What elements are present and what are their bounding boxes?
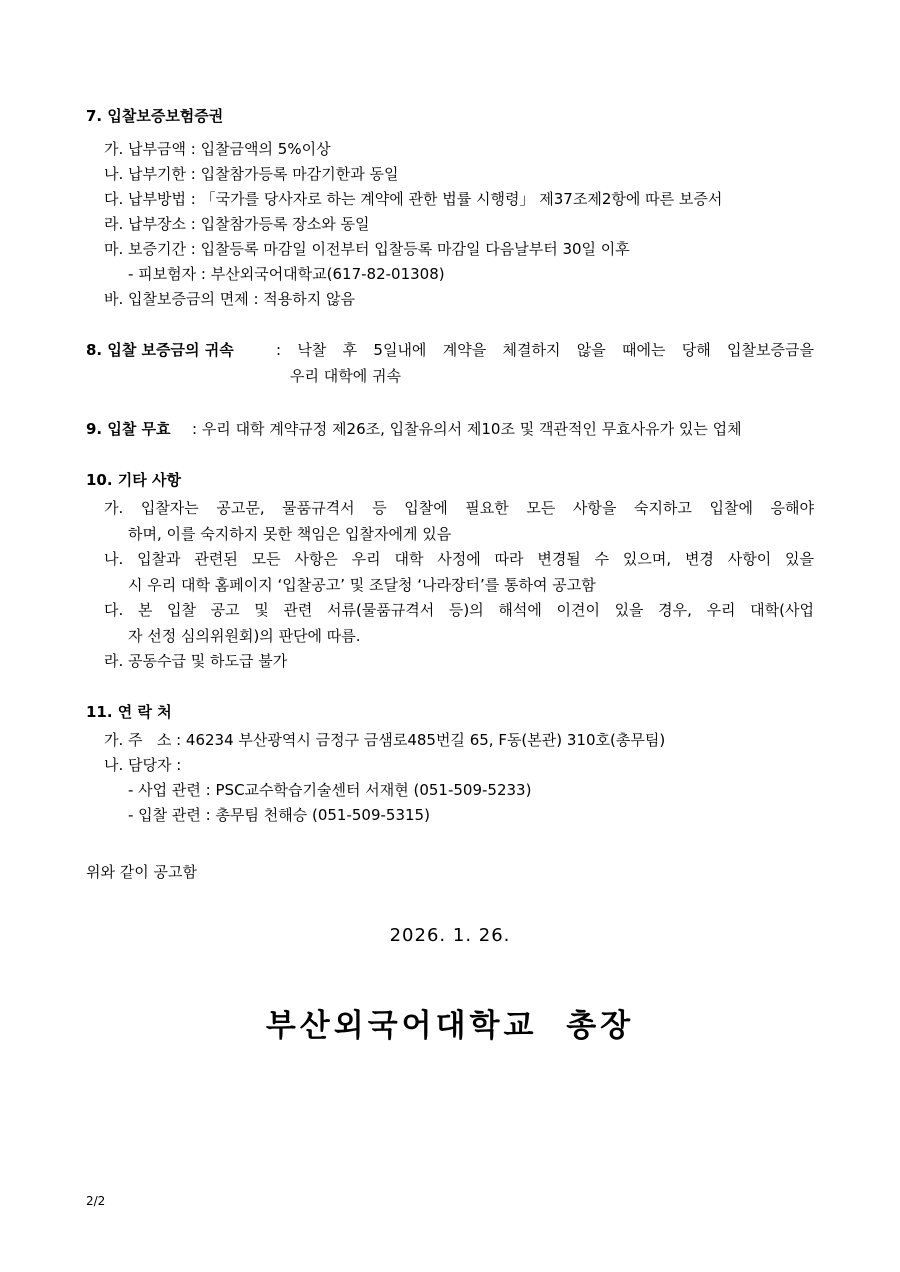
section-7-item-f: 바. 입찰보증금의 면제 : 적용하지 않음 [104, 290, 356, 308]
section-10-item-b-line-1: 나. 입찰과 관련된 모든 사항은 우리 대학 사정에 따라 변경될 수 있으며, 변경 사항이 있을 [104, 550, 814, 568]
section-10-item-d: 라. 공동수급 및 하도급 불가 [104, 652, 288, 670]
announcement-date: 2026. 1. 26. [389, 925, 511, 946]
section-7-item-e-sub: - 피보험자 : 부산외국어대학교(617-82-01308) [128, 265, 445, 283]
section-10-item-b-line-2: 시 우리 대학 홈페이지 ‘입찰공고’ 및 조달청 ‘나라장터’를 통하여 공고함 [128, 576, 596, 594]
signer-name: 부산외국어대학교 총장 [265, 1008, 635, 1044]
section-7-item-e: 마. 보증기간 : 입찰등록 마감일 이전부터 입찰등록 마감일 다음날부터 30일 이후 [104, 240, 630, 258]
section-8-title: 8. 입찰 보증금의 귀속 [86, 341, 234, 359]
section-7-title: 7. 입찰보증보험증권 [86, 107, 224, 125]
section-10-item-c-line-1: 다. 본 입찰 공고 및 관련 서류(물품규격서 등)의 해석에 이견이 있을 경우, 우리 대학(사업 [104, 601, 814, 619]
section-11-item-b-sub-2: - 입찰 관련 : 총무팀 천해승 (051-509-5315) [128, 806, 430, 824]
section-11-item-a: 가. 주 소 : 46234 부산광역시 금정구 금샘로485번길 65, F동(본관) 310호(총무팀) [104, 731, 666, 749]
section-11-item-b: 나. 담당자 : [104, 756, 182, 774]
section-8-body-line-2: 우리 대학에 귀속 [290, 367, 401, 385]
page-number: 2/2 [86, 1194, 106, 1208]
section-9-title: 9. 입찰 무효 [86, 420, 171, 438]
section-10-item-a-line-2: 하며, 이를 숙지하지 못한 책임은 입찰자에게 있음 [128, 525, 452, 543]
section-11-item-b-sub-1: - 사업 관련 : PSC교수학습기술센터 서재현 (051-509-5233) [128, 781, 532, 799]
section-9-body: : 우리 대학 계약규정 제26조, 입찰유의서 제10조 및 객관적인 무효사유가 있는 업체 [192, 420, 742, 438]
section-8-body-line-1: : 낙찰 후 5일내에 계약을 체결하지 않을 때에는 당해 입찰보증금을 [276, 341, 814, 359]
section-7-item-a: 가. 납부금액 : 입찰금액의 5%이상 [104, 140, 331, 158]
section-7-item-c: 다. 납부방법 : 「국가를 당사자로 하는 계약에 관한 법률 시행령」 제37조제2항에 따른 보증서 [104, 190, 723, 208]
closing-statement: 위와 같이 공고함 [86, 863, 197, 881]
section-10-item-a-line-1: 가. 입찰자는 공고문, 물품규격서 등 입찰에 필요한 모든 사항을 숙지하고 입찰에 응해야 [104, 499, 814, 517]
section-7-item-d: 라. 납부장소 : 입찰참가등록 장소와 동일 [104, 215, 370, 233]
section-11-title: 11. 연 락 처 [86, 703, 172, 721]
section-10-title: 10. 기타 사항 [86, 471, 181, 489]
section-7-item-b: 나. 납부기한 : 입찰참가등록 마감기한과 동일 [104, 165, 399, 183]
section-10-item-c-line-2: 자 선정 심의위원회)의 판단에 따름. [128, 627, 361, 645]
